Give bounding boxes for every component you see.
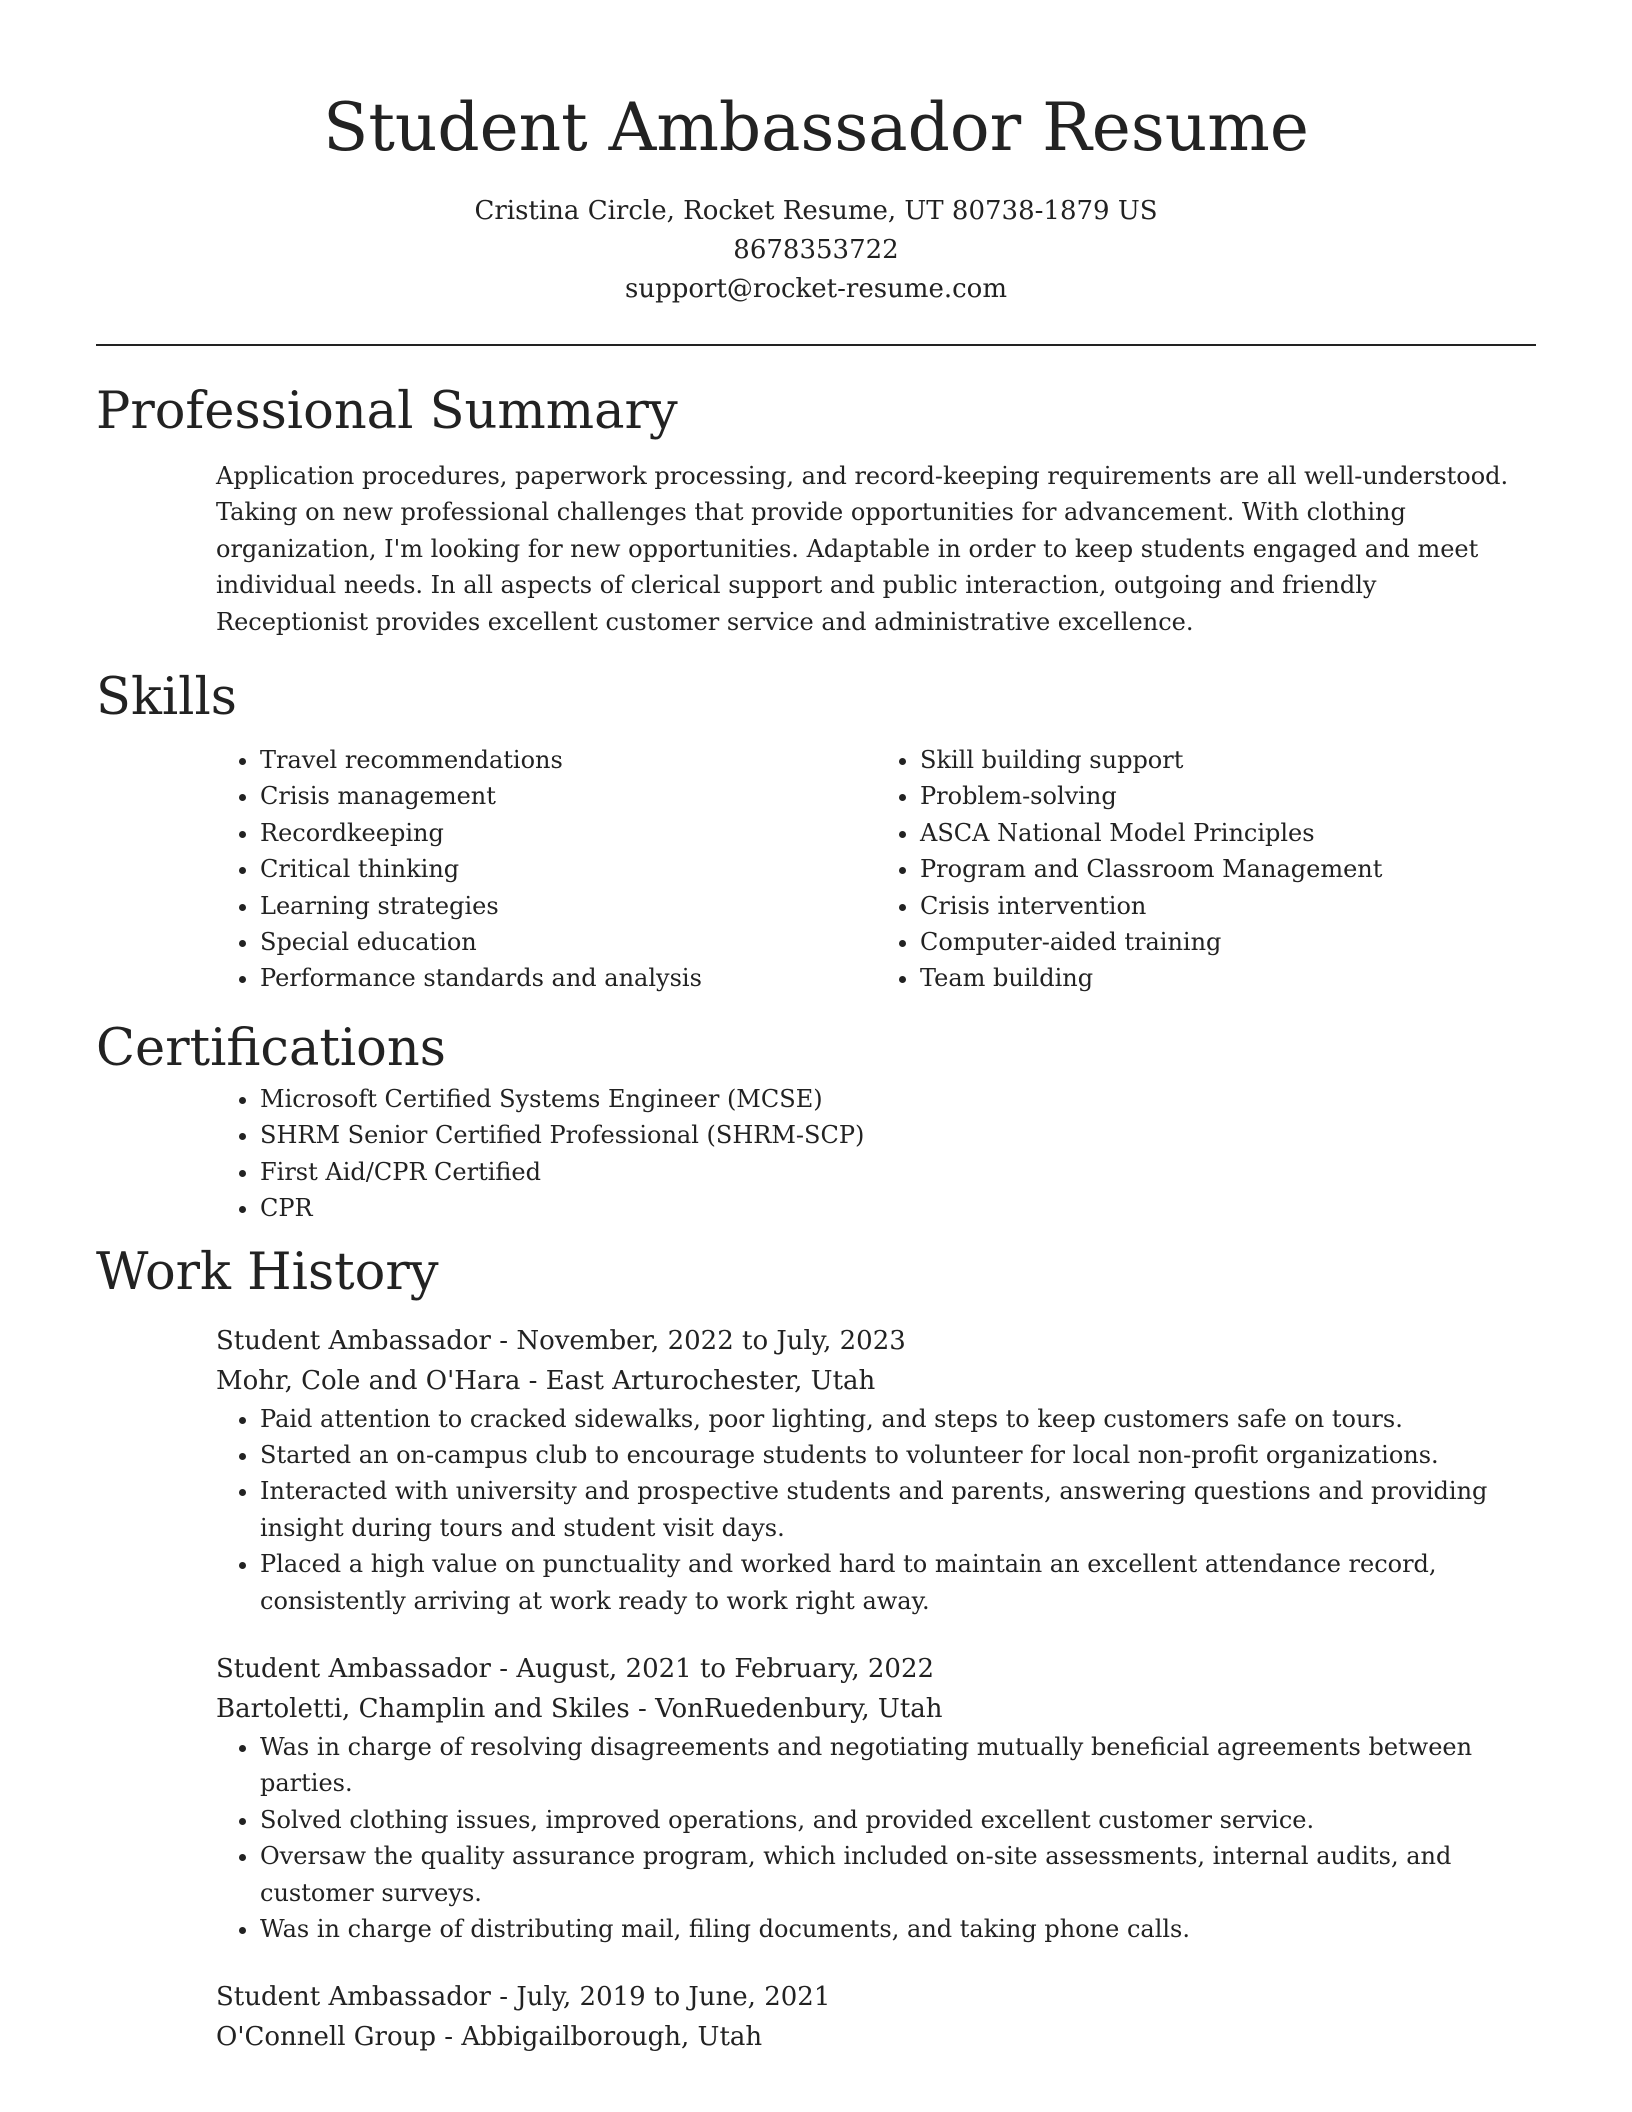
skill-item: • Skill building support [920, 742, 1536, 778]
job-bullet: • Solved clothing issues, improved operations, and provided excellent customer service. [260, 1802, 1536, 1838]
job-company-line: Bartoletti, Champlin and Skiles - VonRuedenbury, Utah [216, 1693, 943, 1724]
job-title-line: Student Ambassador - July, 2019 to June, 2021 [216, 1982, 831, 2013]
skill-item: • Computer-aided training [920, 924, 1536, 960]
job-bullet: • Was in charge of distributing mail, filing documents, and taking phone calls. [260, 1911, 1536, 1947]
contact-block [96, 192, 1536, 309]
skills-list-left [216, 742, 876, 997]
contact-address: Cristina Circle, Rocket Resume, UT 80738-1879 US [474, 196, 1158, 226]
job-company: Mohr, Cole and O'Hara [216, 1365, 521, 1396]
job-bullets [216, 1401, 1536, 1619]
skill-item: • Problem-solving [920, 778, 1536, 814]
job-entry [216, 1649, 1536, 1947]
job-title: Student Ambassador [216, 1982, 491, 2013]
job-dates: July, 2019 to June, 2021 [516, 1982, 831, 2013]
job-bullet: • Placed a high value on punctuality and worked hard to maintain an excellent attendance record, consistently arriving at work ready to work right away. [260, 1546, 1536, 1619]
job-location: Abbigailborough, Utah [461, 2022, 763, 2053]
job-bullet: • Paid attention to cracked sidewalks, poor lighting, and steps to keep customers safe on tours. [260, 1401, 1536, 1437]
work-history-heading: Work History [96, 1242, 439, 1302]
certifications-section [96, 1081, 1536, 1227]
job-bullet: • Interacted with university and prospective students and parents, answering questions and providing insight during tours and student visit days. [260, 1473, 1536, 1546]
job-title: Student Ambassador [216, 1653, 491, 1684]
skill-item: • Crisis intervention [920, 888, 1536, 924]
job-title-line: Student Ambassador - November, 2022 to July, 2023 [216, 1325, 906, 1356]
certifications-list [216, 1081, 1536, 1227]
summary-heading: Professional Summary [96, 382, 678, 441]
job-company-line: Mohr, Cole and O'Hara - East Arturochester, Utah [216, 1365, 876, 1396]
certification-item: • First Aid/CPR Certified [260, 1154, 1536, 1190]
job-dates: November, 2022 to July, 2023 [516, 1325, 906, 1356]
skill-item: • Program and Classroom Management [920, 851, 1536, 887]
skills-heading: Skills [96, 668, 237, 728]
certification-item: • SHRM Senior Certified Professional (SHRM-SCP) [260, 1117, 1536, 1153]
contact-email: support@rocket-resume.com [624, 274, 1007, 304]
job-title-line: Student Ambassador - August, 2021 to February, 2022 [216, 1653, 935, 1684]
skill-item: • Learning strategies [260, 888, 876, 924]
contact-phone: 8678353722 [733, 235, 899, 265]
skill-item: • Critical thinking [260, 851, 876, 887]
skill-item: • Performance standards and analysis [260, 960, 876, 996]
job-company-line: O'Connell Group - Abbigailborough, Utah [216, 2022, 763, 2053]
job-bullet: • Started an on-campus club to encourage students to volunteer for local non-profit organizations. [260, 1437, 1536, 1473]
summary-section [96, 458, 1536, 640]
job-company: Bartoletti, Champlin and Skiles [216, 1693, 630, 1724]
header-divider [96, 344, 1536, 346]
job-company: O'Connell Group [216, 2022, 437, 2053]
skills-columns [216, 742, 1536, 997]
skill-item: • Recordkeeping [260, 815, 876, 851]
skills-section [96, 742, 1536, 997]
job-entry [216, 1977, 1536, 2057]
skill-item: • ASCA National Model Principles [920, 815, 1536, 851]
skill-item: • Team building [920, 960, 1536, 996]
job-bullet: • Was in charge of resolving disagreements and negotiating mutually beneficial agreements between parties. [260, 1729, 1536, 1802]
job-bullet: • Oversaw the quality assurance program, which included on-site assessments, internal audits, and customer surveys. [260, 1838, 1536, 1911]
skill-item: • Travel recommendations [260, 742, 876, 778]
summary-text: Application procedures, paperwork processing, and record-keeping requirements are all well-understood. Taking on new professional challenges that provide opportunities for advancement. With clothing organization, I'm looking for new opportunities. Adaptable in order to keep students engaged and meet individual needs. In all aspects of clerical support and public interaction, outgoing and friendly Receptionist provides excellent customer service and administrative excellence. [216, 462, 1509, 636]
certification-item: • Microsoft Certified Systems Engineer (MCSE) [260, 1081, 1536, 1117]
certification-item: • CPR [260, 1190, 1536, 1226]
job-entry [216, 1321, 1536, 1619]
work-history-section [96, 1321, 1536, 2058]
job-location: East Arturochester, Utah [545, 1365, 876, 1396]
certifications-heading: Certifications [96, 1018, 446, 1078]
skill-item: • Special education [260, 924, 876, 960]
job-title: Student Ambassador [216, 1325, 491, 1356]
skill-item: • Crisis management [260, 778, 876, 814]
job-bullets [216, 1729, 1536, 1947]
job-location: VonRuedenbury, Utah [655, 1693, 943, 1724]
resume-title: Student Ambassador Resume [323, 89, 1309, 166]
skills-list-right [876, 742, 1536, 997]
job-dates: August, 2021 to February, 2022 [516, 1653, 935, 1684]
resume-header [96, 0, 1536, 309]
